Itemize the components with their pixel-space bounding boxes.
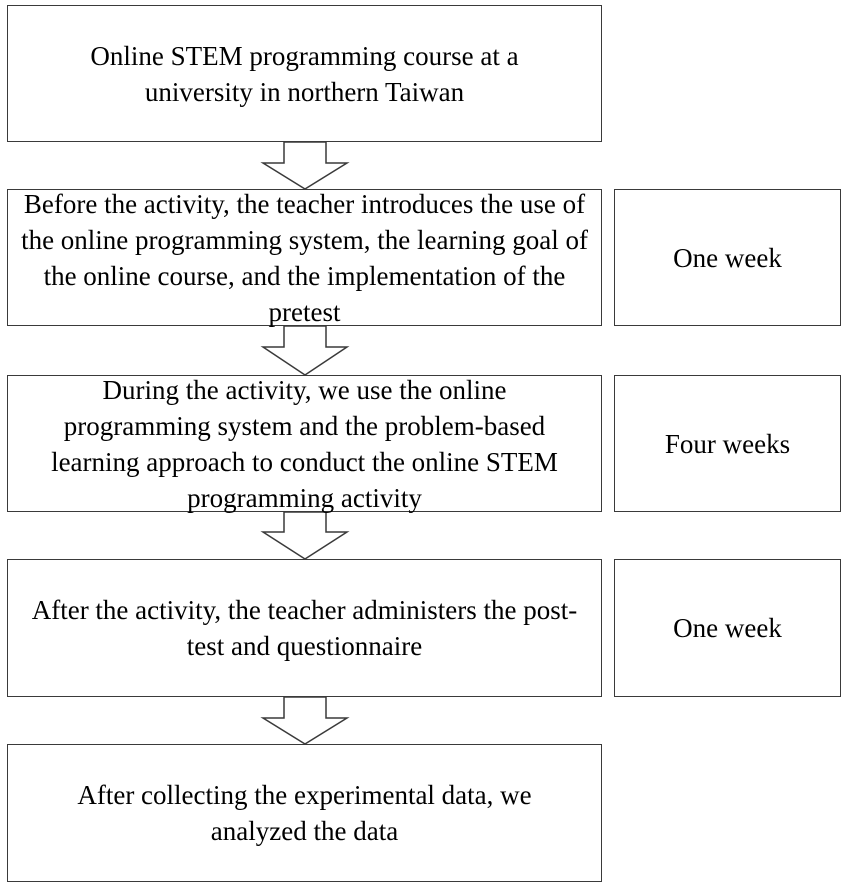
step-box-course (7, 5, 602, 142)
down-arrow-1 (263, 142, 347, 189)
duration-box-after (614, 559, 841, 697)
step-text: After collecting the experimental data, we analyzed the data (77, 780, 532, 846)
step-box-after-activity (7, 559, 602, 697)
step-text: After the activity, the teacher administers the post-test and questionnaire (31, 595, 578, 661)
duration-text: Four weeks (664, 428, 791, 459)
duration-text: One week (673, 242, 782, 273)
step-text: Online STEM programming course at a university in northern Taiwan (90, 40, 519, 107)
duration-box-during (614, 375, 841, 512)
step-box-during-activity (7, 375, 602, 512)
step-box-before-activity (7, 189, 602, 326)
duration-text: One week (673, 613, 782, 643)
step-text: During the activity, we use the online programming system and the problem-based learning approach to conduct the online STEM programming activity (51, 374, 558, 513)
down-arrow-4 (263, 697, 347, 744)
duration-box-before (614, 189, 841, 326)
step-box-data-analysis (7, 744, 602, 882)
down-arrow-3 (263, 512, 347, 559)
step-text: Before the activity, the teacher introduces the use of the online programming system, the learning goal of the online course, and the implementation of the pretest (21, 188, 588, 327)
down-arrow-2 (263, 326, 347, 375)
